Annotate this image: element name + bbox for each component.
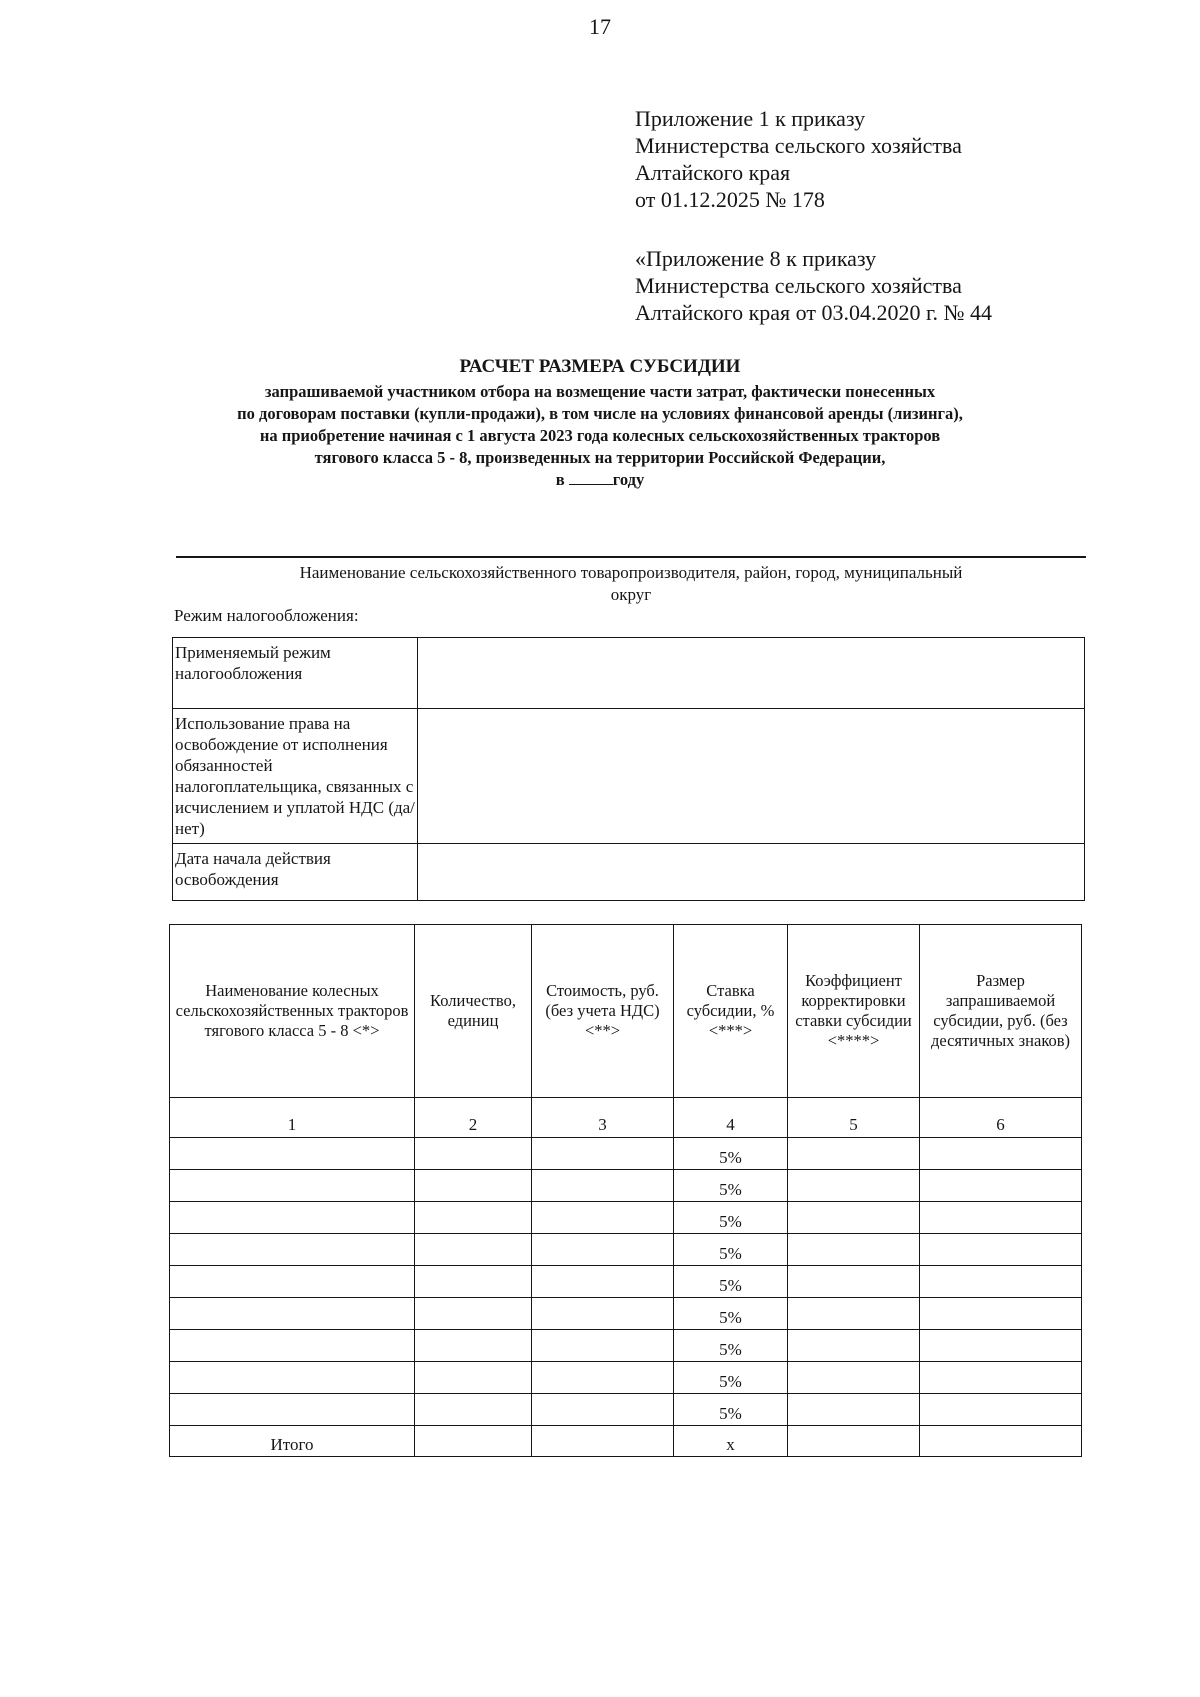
tractor-name-cell[interactable] bbox=[170, 1394, 415, 1426]
header-subsidy-rate: Ставка субсидии, % <***> bbox=[674, 925, 788, 1098]
producer-caption-line: Наименование сельскохозяйственного товаропроизводителя, район, город, муниципальный bbox=[299, 563, 963, 582]
subsidy-amount-cell[interactable] bbox=[920, 1138, 1082, 1170]
quantity-cell[interactable] bbox=[415, 1362, 532, 1394]
total-quantity-cell[interactable] bbox=[415, 1426, 532, 1457]
subsidy-amount-cell[interactable] bbox=[920, 1266, 1082, 1298]
appendix-quoted-line: «Приложение 8 к приказу bbox=[635, 246, 877, 271]
subsidy-amount-cell[interactable] bbox=[920, 1298, 1082, 1330]
cost-cell[interactable] bbox=[532, 1234, 674, 1266]
subsidy-amount-cell[interactable] bbox=[920, 1170, 1082, 1202]
subsidy-amount-cell[interactable] bbox=[920, 1330, 1082, 1362]
cost-cell[interactable] bbox=[532, 1330, 674, 1362]
table-row bbox=[170, 1234, 1082, 1266]
subsidy-rate-cell: 5% bbox=[674, 1362, 788, 1394]
table-header-row bbox=[170, 925, 1082, 1098]
document-subtitle bbox=[0, 381, 1200, 469]
quantity-cell[interactable] bbox=[415, 1330, 532, 1362]
subsidy-rate-cell: 5% bbox=[674, 1202, 788, 1234]
tax-label: Применяемый режим налогообложения bbox=[173, 638, 418, 709]
column-number: 1 bbox=[170, 1098, 415, 1138]
subtitle-line: по договорам поставки (купли-продажи), в том числе на условиях финансовой аренды (лизинга), bbox=[237, 404, 963, 423]
quantity-cell[interactable] bbox=[415, 1266, 532, 1298]
header-cost: Стоимость, руб. (без учета НДС) <**> bbox=[532, 925, 674, 1098]
quantity-cell[interactable] bbox=[415, 1138, 532, 1170]
total-rate-cell: x bbox=[674, 1426, 788, 1457]
document-title: РАСЧЕТ РАЗМЕРА СУБСИДИИ bbox=[459, 356, 741, 377]
table-row bbox=[170, 1202, 1082, 1234]
column-number: 5 bbox=[788, 1098, 920, 1138]
subtitle-line: запрашиваемой участником отбора на возмещение части затрат, фактически понесенных bbox=[264, 382, 936, 401]
year-suffix: году bbox=[612, 470, 645, 489]
appendix-line: от 01.12.2025 № 178 bbox=[635, 187, 825, 212]
year-line bbox=[0, 470, 1200, 490]
appendix-line: Министерства сельского хозяйства bbox=[635, 133, 962, 158]
tax-value-cell[interactable] bbox=[418, 638, 1085, 709]
tractor-name-cell[interactable] bbox=[170, 1298, 415, 1330]
cost-cell[interactable] bbox=[532, 1298, 674, 1330]
tax-heading: Режим налогообложения: bbox=[174, 606, 359, 625]
table-row bbox=[170, 1138, 1082, 1170]
quantity-cell[interactable] bbox=[415, 1234, 532, 1266]
total-label: Итого bbox=[170, 1426, 415, 1457]
cost-cell[interactable] bbox=[532, 1138, 674, 1170]
cost-cell[interactable] bbox=[532, 1394, 674, 1426]
appendix-reference bbox=[635, 105, 962, 213]
header-subsidy-amount: Размер запрашиваемой субсидии, руб. (без десятичных знаков) bbox=[920, 925, 1082, 1098]
tractor-name-cell[interactable] bbox=[170, 1234, 415, 1266]
page-number: 17 bbox=[589, 14, 611, 39]
appendix-line: Алтайского края bbox=[635, 160, 791, 185]
cost-cell[interactable] bbox=[532, 1170, 674, 1202]
subtitle-line: на приобретение начиная с 1 августа 2023 года колесных сельскохозяйственных тракторов bbox=[259, 426, 941, 445]
subsidy-amount-cell[interactable] bbox=[920, 1234, 1082, 1266]
table-row bbox=[170, 1330, 1082, 1362]
coefficient-cell[interactable] bbox=[788, 1330, 920, 1362]
table-body bbox=[170, 1138, 1082, 1426]
cost-cell[interactable] bbox=[532, 1266, 674, 1298]
tractor-name-cell[interactable] bbox=[170, 1170, 415, 1202]
tax-label: Дата начала действия освобождения bbox=[173, 844, 418, 901]
header-quantity: Количество, единиц bbox=[415, 925, 532, 1098]
subsidy-rate-cell: 5% bbox=[674, 1330, 788, 1362]
year-prefix: в bbox=[555, 470, 565, 489]
tractor-name-cell[interactable] bbox=[170, 1138, 415, 1170]
quantity-cell[interactable] bbox=[415, 1202, 532, 1234]
subsidy-amount-cell[interactable] bbox=[920, 1362, 1082, 1394]
producer-caption bbox=[176, 562, 1086, 606]
coefficient-cell[interactable] bbox=[788, 1138, 920, 1170]
column-number: 4 bbox=[674, 1098, 788, 1138]
column-number: 2 bbox=[415, 1098, 532, 1138]
coefficient-cell[interactable] bbox=[788, 1170, 920, 1202]
quantity-cell[interactable] bbox=[415, 1170, 532, 1202]
table-row bbox=[170, 1298, 1082, 1330]
quantity-cell[interactable] bbox=[415, 1298, 532, 1330]
appendix-line: Приложение 1 к приказу bbox=[635, 106, 866, 131]
coefficient-cell[interactable] bbox=[788, 1266, 920, 1298]
tax-regime-table bbox=[172, 637, 1085, 901]
quantity-cell[interactable] bbox=[415, 1394, 532, 1426]
total-coefficient-cell[interactable] bbox=[788, 1426, 920, 1457]
coefficient-cell[interactable] bbox=[788, 1298, 920, 1330]
tax-value-cell[interactable] bbox=[418, 844, 1085, 901]
tractor-name-cell[interactable] bbox=[170, 1330, 415, 1362]
subsidy-rate-cell: 5% bbox=[674, 1138, 788, 1170]
tax-row-vat-exemption bbox=[173, 709, 1085, 844]
table-row bbox=[170, 1394, 1082, 1426]
total-amount-cell[interactable] bbox=[920, 1426, 1082, 1457]
coefficient-cell[interactable] bbox=[788, 1394, 920, 1426]
year-blank-field[interactable] bbox=[569, 470, 613, 485]
tax-row-regime bbox=[173, 638, 1085, 709]
coefficient-cell[interactable] bbox=[788, 1202, 920, 1234]
tax-label: Использование права на освобождение от исполнения обязанностей налогоплательщика, связанных с исчислением и уплатой НДС (да/нет) bbox=[173, 709, 418, 844]
cost-cell[interactable] bbox=[532, 1362, 674, 1394]
tractor-name-cell[interactable] bbox=[170, 1266, 415, 1298]
header-tractor-name: Наименование колесных сельскохозяйственных тракторов тягового класса 5 - 8 <*> bbox=[170, 925, 415, 1098]
table-row bbox=[170, 1362, 1082, 1394]
table-row bbox=[170, 1170, 1082, 1202]
tractor-name-cell[interactable] bbox=[170, 1202, 415, 1234]
column-number: 3 bbox=[532, 1098, 674, 1138]
tax-row-exemption-date bbox=[173, 844, 1085, 901]
appendix-quoted-line: Министерства сельского хозяйства bbox=[635, 273, 962, 298]
tractor-name-cell[interactable] bbox=[170, 1362, 415, 1394]
appendix-quoted-reference bbox=[635, 245, 992, 326]
subsidy-amount-cell[interactable] bbox=[920, 1394, 1082, 1426]
column-number-row bbox=[170, 1098, 1082, 1138]
subsidy-rate-cell: 5% bbox=[674, 1234, 788, 1266]
total-row bbox=[170, 1426, 1082, 1457]
coefficient-cell[interactable] bbox=[788, 1234, 920, 1266]
subsidy-amount-cell[interactable] bbox=[920, 1202, 1082, 1234]
subsidy-rate-cell: 5% bbox=[674, 1170, 788, 1202]
tax-value-cell[interactable] bbox=[418, 709, 1085, 844]
total-cost-cell[interactable] bbox=[532, 1426, 674, 1457]
subtitle-line: тягового класса 5 - 8, произведенных на территории Российской Федерации, bbox=[314, 448, 886, 467]
cost-cell[interactable] bbox=[532, 1202, 674, 1234]
table-row bbox=[170, 1266, 1082, 1298]
subsidy-rate-cell: 5% bbox=[674, 1394, 788, 1426]
subsidy-rate-cell: 5% bbox=[674, 1298, 788, 1330]
producer-caption-line: округ bbox=[610, 585, 652, 604]
appendix-quoted-line: Алтайского края от 03.04.2020 г. № 44 bbox=[635, 300, 993, 325]
producer-name-line[interactable] bbox=[176, 556, 1086, 558]
column-number: 6 bbox=[920, 1098, 1082, 1138]
coefficient-cell[interactable] bbox=[788, 1362, 920, 1394]
header-coefficient: Коэффициент корректировки ставки субсидии <****> bbox=[788, 925, 920, 1098]
subsidy-calculation-table bbox=[169, 924, 1082, 1457]
subsidy-rate-cell: 5% bbox=[674, 1266, 788, 1298]
